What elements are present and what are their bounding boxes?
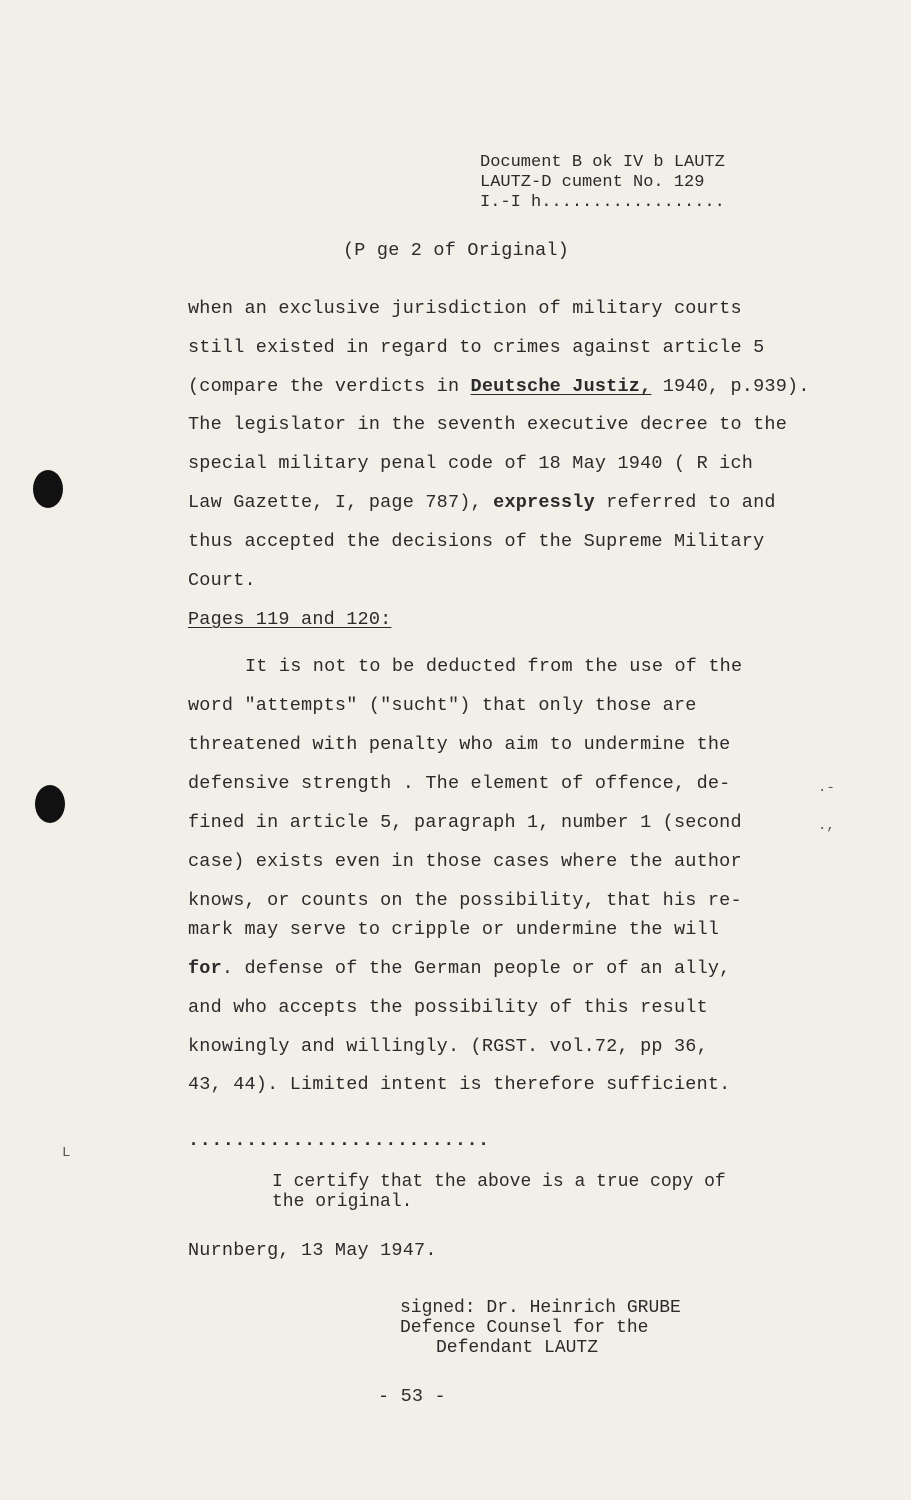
margin-mark: L — [62, 1145, 71, 1161]
body-text: . defense of the German people or of an ally, — [221, 958, 731, 979]
margin-mark: .- — [818, 780, 835, 796]
bold-word: for — [188, 958, 222, 979]
body-line: knows, or counts on the possibility, that his re- — [188, 890, 742, 911]
body-line: defensive strength . The element of offence, de- — [188, 773, 731, 794]
body-line: fined in article 5, paragraph 1, number 1 (second — [188, 812, 742, 833]
body-line: It is not to be deducted from the use of the — [245, 656, 743, 677]
punch-hole-bottom — [35, 785, 65, 823]
body-line — [188, 958, 731, 980]
signature-line-2: Defence Counsel for the — [400, 1318, 649, 1338]
signature-line-1: signed: Dr. Heinrich GRUBE — [400, 1298, 681, 1318]
certify-line-1: I certify that the above is a true copy of — [272, 1172, 726, 1192]
margin-mark: ., — [818, 818, 835, 834]
separator: .......................... — [188, 1130, 490, 1151]
body-line: mark may serve to cripple or undermine the will — [188, 919, 720, 940]
body-line: thus accepted the decisions of the Supreme Military — [188, 531, 765, 552]
body-text: 1940, p.939). — [651, 376, 810, 397]
journal-title: Deutsche Justiz, — [470, 376, 652, 397]
body-line: still existed in regard to crimes against article 5 — [188, 337, 765, 358]
body-line: and who accepts the possibility of this result — [188, 997, 708, 1018]
header-line-3: I.-I h.................. — [480, 193, 725, 212]
body-line — [188, 376, 810, 398]
body-line: case) exists even in those cases where the author — [188, 851, 742, 872]
body-line: Court. — [188, 570, 256, 591]
page-number: - 53 - — [378, 1386, 446, 1407]
section-heading: Pages 119 and 120: — [188, 609, 392, 630]
body-line: word "attempts" ("sucht") that only those are — [188, 695, 697, 716]
signature-line-3: Defendant LAUTZ — [436, 1338, 599, 1358]
body-text: (compare the verdicts in — [188, 376, 471, 397]
header-line-1: Document B ok IV b LAUTZ — [480, 153, 725, 172]
body-line: knowingly and willingly. (RGST. vol.72, pp 36, — [188, 1036, 708, 1057]
body-line: threatened with penalty who aim to undermine the — [188, 734, 731, 755]
body-line: special military penal code of 18 May 1940 ( R ich — [188, 453, 754, 474]
body-line: 43, 44). Limited intent is therefore sufficient. — [188, 1074, 731, 1095]
body-line: The legislator in the seventh executive decree to the — [188, 414, 787, 435]
certify-line-2: the original. — [272, 1192, 413, 1212]
body-text: Law Gazette, I, page 787), — [188, 492, 494, 513]
punch-hole-top — [33, 470, 63, 508]
place-date: Nurnberg, 13 May 1947. — [188, 1240, 437, 1261]
body-text: referred to and — [594, 492, 776, 513]
body-line — [188, 492, 776, 514]
bold-word: expressly — [493, 492, 595, 513]
body-line: when an exclusive jurisdiction of military courts — [188, 298, 742, 319]
page-reference: (P ge 2 of Original) — [343, 240, 570, 261]
header-line-2: LAUTZ-D cument No. 129 — [480, 173, 705, 192]
